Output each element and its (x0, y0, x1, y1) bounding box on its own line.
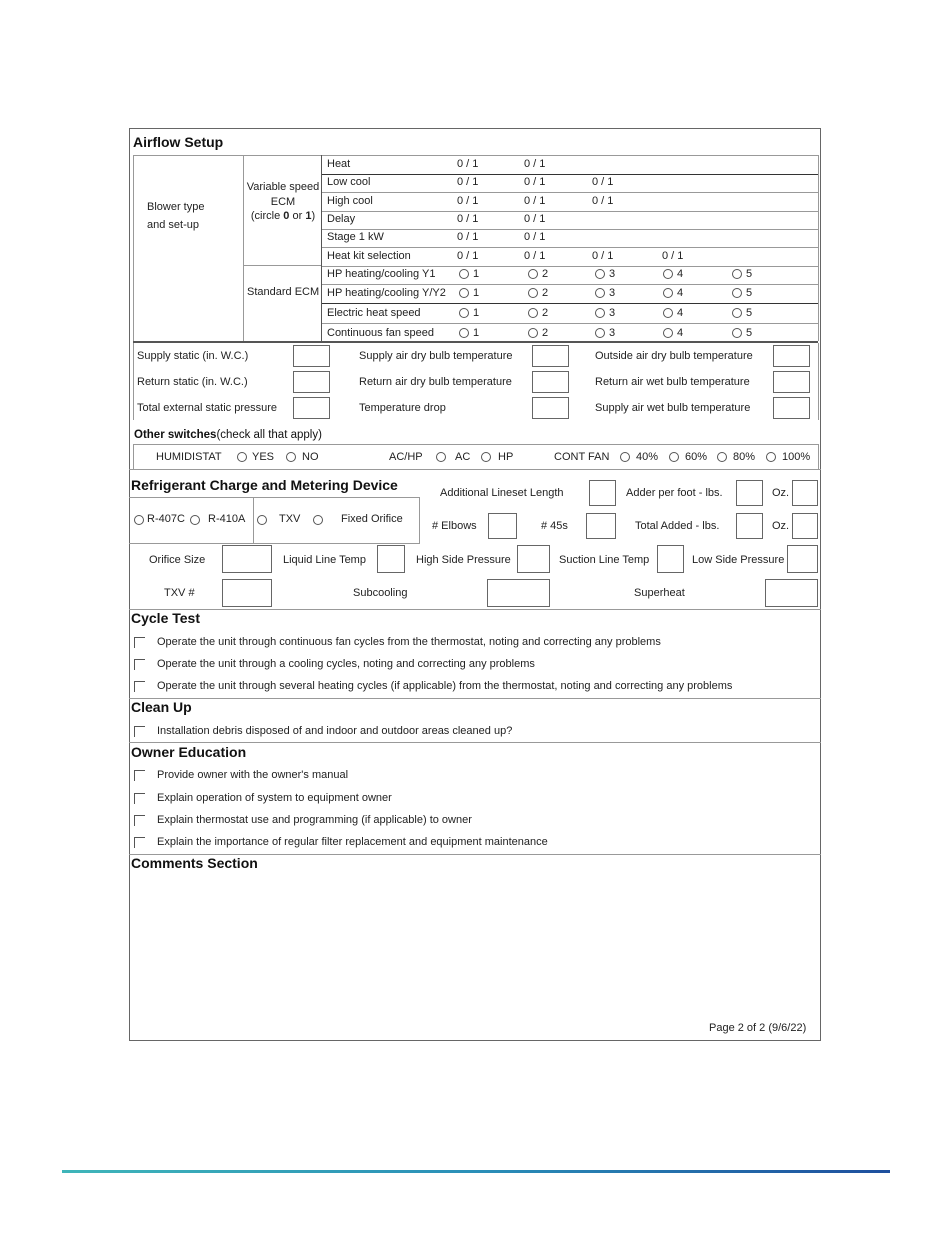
humidistat-yes-label: YES (252, 451, 275, 463)
toggle-0-1[interactable]: 0 / 1 (592, 176, 614, 188)
suction-temp-label: Suction Line Temp (559, 554, 650, 566)
subcooling-field[interactable] (487, 579, 550, 607)
superheat-label: Superheat (634, 587, 685, 599)
supply-wet-label: Supply air wet bulb temperature (595, 402, 751, 414)
toggle-0-1[interactable]: 0 / 1 (524, 231, 546, 243)
humidistat-no-label: NO (302, 451, 319, 463)
speed-radio[interactable] (459, 288, 469, 298)
speed-label: 4 (677, 287, 684, 299)
speed-radio[interactable] (528, 288, 538, 298)
speed-radio[interactable] (528, 269, 538, 279)
std-row-label: HP heating/cooling Y/Y2 (327, 287, 446, 299)
owner-check-3[interactable] (134, 815, 145, 826)
toggle-0-1[interactable]: 0 / 1 (592, 195, 614, 207)
speed-label: 1 (473, 287, 480, 299)
supply-dry-label: Supply air dry bulb temperature (359, 350, 513, 362)
adder-oz-field[interactable] (792, 480, 818, 506)
high-pressure-label: High Side Pressure (416, 554, 511, 566)
total-static-field[interactable] (293, 397, 330, 419)
r407c-label: R-407C (147, 513, 185, 525)
speed-label: 3 (609, 268, 616, 280)
blower-label-2: and set-up (147, 219, 199, 231)
clean-up-title: Clean Up (131, 699, 192, 715)
speed-label: 4 (677, 307, 684, 319)
toggle-0-1[interactable]: 0 / 1 (524, 195, 546, 207)
speed-radio[interactable] (528, 308, 538, 318)
txv-radio[interactable] (257, 515, 267, 525)
fixed-orifice-label: Fixed Orifice (341, 513, 403, 525)
speed-label: 5 (746, 287, 753, 299)
speed-radio[interactable] (459, 269, 469, 279)
page-number: Page 2 of 2 (9/6/22) (709, 1022, 807, 1034)
speed-label: 4 (677, 268, 684, 280)
speed-label: 2 (542, 287, 549, 299)
std-row-label: Continuous fan speed (327, 327, 435, 339)
speed-radio[interactable] (663, 288, 673, 298)
temp-drop-label: Temperature drop (359, 402, 446, 414)
speed-radio[interactable] (732, 288, 742, 298)
subcooling-label: Subcooling (353, 587, 408, 599)
owner-item-3: Explain thermostat use and programming (if applicable) to owner (157, 814, 472, 826)
supply-static-field[interactable] (293, 345, 330, 367)
vs-row-label: Delay (327, 213, 356, 225)
return-wet-label: Return air wet bulb temperature (595, 376, 750, 388)
std-row-label: HP heating/cooling Y1 (327, 268, 436, 280)
total-added-label: Total Added - lbs. (635, 520, 720, 532)
toggle-0-1[interactable]: 0 / 1 (662, 250, 684, 262)
clean-up-check[interactable] (134, 726, 145, 737)
speed-label: 2 (542, 307, 549, 319)
liquid-temp-field[interactable] (377, 545, 405, 573)
toggle-0-1[interactable]: 0 / 1 (457, 195, 479, 207)
toggle-0-1[interactable]: 0 / 1 (524, 250, 546, 262)
cont-fan-label: CONT FAN (554, 451, 610, 463)
cycle-check-1[interactable] (134, 637, 145, 648)
total-oz-field[interactable] (792, 513, 818, 539)
cycle-item-2: Operate the unit through a cooling cycles, noting and correcting any problems (157, 658, 535, 670)
speed-radio[interactable] (663, 328, 673, 338)
low-pressure-field[interactable] (787, 545, 818, 573)
vs-row-label: Heat kit selection (327, 250, 411, 262)
speed-radio[interactable] (595, 328, 605, 338)
speed-label: 5 (746, 307, 753, 319)
r407c-radio[interactable] (134, 515, 144, 525)
suction-temp-field[interactable] (657, 545, 684, 573)
vs-row-label: High cool (327, 195, 373, 207)
return-dry-field[interactable] (532, 371, 569, 393)
comments-area[interactable] (133, 874, 817, 1014)
speed-radio[interactable] (732, 308, 742, 318)
toggle-0-1[interactable]: 0 / 1 (524, 176, 546, 188)
supply-wet-field[interactable] (773, 397, 810, 419)
fan-40-radio[interactable] (620, 452, 630, 462)
r410a-label: R-410A (208, 513, 246, 525)
fan-100-label: 100% (782, 451, 811, 463)
owner-item-2: Explain operation of system to equipment owner (157, 792, 392, 804)
return-dry-label: Return air dry bulb temperature (359, 376, 512, 388)
speed-label: 5 (746, 268, 753, 280)
speed-radio[interactable] (459, 308, 469, 318)
elbows-field[interactable] (488, 513, 517, 539)
orifice-size-field[interactable] (222, 545, 272, 573)
speed-label: 2 (542, 327, 549, 339)
humidistat-no-radio[interactable] (286, 452, 296, 462)
speed-label: 5 (746, 327, 753, 339)
achp-label: AC/HP (389, 451, 423, 463)
adder-field[interactable] (736, 480, 763, 506)
ecm-label: ECM (270, 196, 296, 208)
high-pressure-field[interactable] (517, 545, 550, 573)
fan-40-label: 40% (636, 451, 659, 463)
vs-row-label: Low cool (327, 176, 371, 188)
speed-label: 3 (609, 327, 616, 339)
hp-label: HP (498, 451, 514, 463)
ac-radio[interactable] (436, 452, 446, 462)
speed-label: 3 (609, 287, 616, 299)
blower-label-1: Blower type (147, 201, 205, 213)
speed-label: 1 (473, 268, 480, 280)
adder-label: Adder per foot - lbs. (626, 487, 723, 499)
low-pressure-label: Low Side Pressure (692, 554, 785, 566)
footer-accent-bar (62, 1170, 890, 1173)
comments-title: Comments Section (131, 855, 258, 871)
superheat-field[interactable] (765, 579, 818, 607)
total-static-label: Total external static pressure (137, 402, 278, 414)
cycle-check-3[interactable] (134, 681, 145, 692)
speed-label: 4 (677, 327, 684, 339)
owner-item-1: Provide owner with the owner's manual (157, 769, 349, 781)
owner-education-title: Owner Education (131, 744, 247, 760)
vs-row-label: Stage 1 kW (327, 231, 384, 243)
circle-note: (circle 0 or 1) (250, 210, 316, 222)
speed-radio[interactable] (732, 328, 742, 338)
speed-label: 2 (542, 268, 549, 280)
lineset-field[interactable] (589, 480, 616, 506)
speed-radio[interactable] (732, 269, 742, 279)
toggle-0-1[interactable]: 0 / 1 (457, 158, 479, 170)
speed-label: 3 (609, 307, 616, 319)
speed-label: 1 (473, 327, 480, 339)
speed-radio[interactable] (459, 328, 469, 338)
outside-dry-field[interactable] (773, 345, 810, 367)
adder-oz-label: Oz. (772, 487, 790, 499)
speed-radio[interactable] (663, 308, 673, 318)
airflow-title: Airflow Setup (133, 134, 224, 150)
vs-row-label: Heat (327, 158, 351, 170)
speed-radio[interactable] (595, 308, 605, 318)
speed-radio[interactable] (595, 269, 605, 279)
toggle-0-1[interactable]: 0 / 1 (592, 250, 614, 262)
toggle-0-1[interactable]: 0 / 1 (524, 213, 546, 225)
cycle-item-1: Operate the unit through continuous fan cycles from the thermostat, noting and correcting any problems (157, 636, 661, 648)
ac-label: AC (455, 451, 471, 463)
standard-ecm-label: Standard ECM (247, 286, 320, 298)
return-static-field[interactable] (293, 371, 330, 393)
total-added-field[interactable] (736, 513, 763, 539)
fan-100-radio[interactable] (766, 452, 776, 462)
fixed-orifice-radio[interactable] (313, 515, 323, 525)
speed-label: 1 (473, 307, 480, 319)
r410a-radio[interactable] (190, 515, 200, 525)
supply-static-label: Supply static (in. W.C.) (137, 350, 249, 362)
elbows-label: # Elbows (432, 520, 477, 532)
cycle-item-3: Operate the unit through several heating cycles (if applicable) from the thermostat, noting and correcting any problems (157, 680, 733, 692)
lineset-label: Additional Lineset Length (440, 487, 564, 499)
fan-60-radio[interactable] (669, 452, 679, 462)
toggle-0-1[interactable]: 0 / 1 (457, 176, 479, 188)
cycle-check-2[interactable] (134, 659, 145, 670)
orifice-size-label: Orifice Size (149, 554, 206, 566)
fan-80-label: 80% (733, 451, 756, 463)
txv-number-label: TXV # (164, 587, 195, 599)
speed-radio[interactable] (663, 269, 673, 279)
cycle-test-title: Cycle Test (131, 610, 200, 626)
variable-speed-label: Variable speed (246, 181, 320, 193)
txv-label: TXV (279, 513, 301, 525)
liquid-temp-label: Liquid Line Temp (283, 554, 366, 566)
owner-check-2[interactable] (134, 793, 145, 804)
return-wet-field[interactable] (773, 371, 810, 393)
std-row-label: Electric heat speed (327, 307, 421, 319)
owner-item-4: Explain the importance of regular filter replacement and equipment maintenance (157, 836, 548, 848)
total-oz-label: Oz. (772, 520, 790, 532)
hp-radio[interactable] (481, 452, 491, 462)
outside-dry-label: Outside air dry bulb temperature (595, 350, 753, 362)
toggle-0-1[interactable]: 0 / 1 (457, 213, 479, 225)
clean-up-item: Installation debris disposed of and indoor and outdoor areas cleaned up? (157, 725, 513, 737)
refrigerant-title: Refrigerant Charge and Metering Device (131, 477, 398, 493)
toggle-0-1[interactable]: 0 / 1 (524, 158, 546, 170)
owner-check-1[interactable] (134, 770, 145, 781)
temp-drop-field[interactable] (532, 397, 569, 419)
speed-radio[interactable] (528, 328, 538, 338)
txv-number-field[interactable] (222, 579, 272, 607)
other-switches-title: Other switches(check all that apply) (134, 429, 322, 441)
humidistat-yes-radio[interactable] (237, 452, 247, 462)
fan-80-radio[interactable] (717, 452, 727, 462)
supply-dry-field[interactable] (532, 345, 569, 367)
return-static-label: Return static (in. W.C.) (137, 376, 248, 388)
toggle-0-1[interactable]: 0 / 1 (457, 250, 479, 262)
fan-60-label: 60% (685, 451, 708, 463)
s45-label: # 45s (541, 520, 568, 532)
owner-check-4[interactable] (134, 837, 145, 848)
humidistat-label: HUMIDISTAT (156, 451, 222, 463)
speed-radio[interactable] (595, 288, 605, 298)
toggle-0-1[interactable]: 0 / 1 (457, 231, 479, 243)
s45-field[interactable] (586, 513, 616, 539)
